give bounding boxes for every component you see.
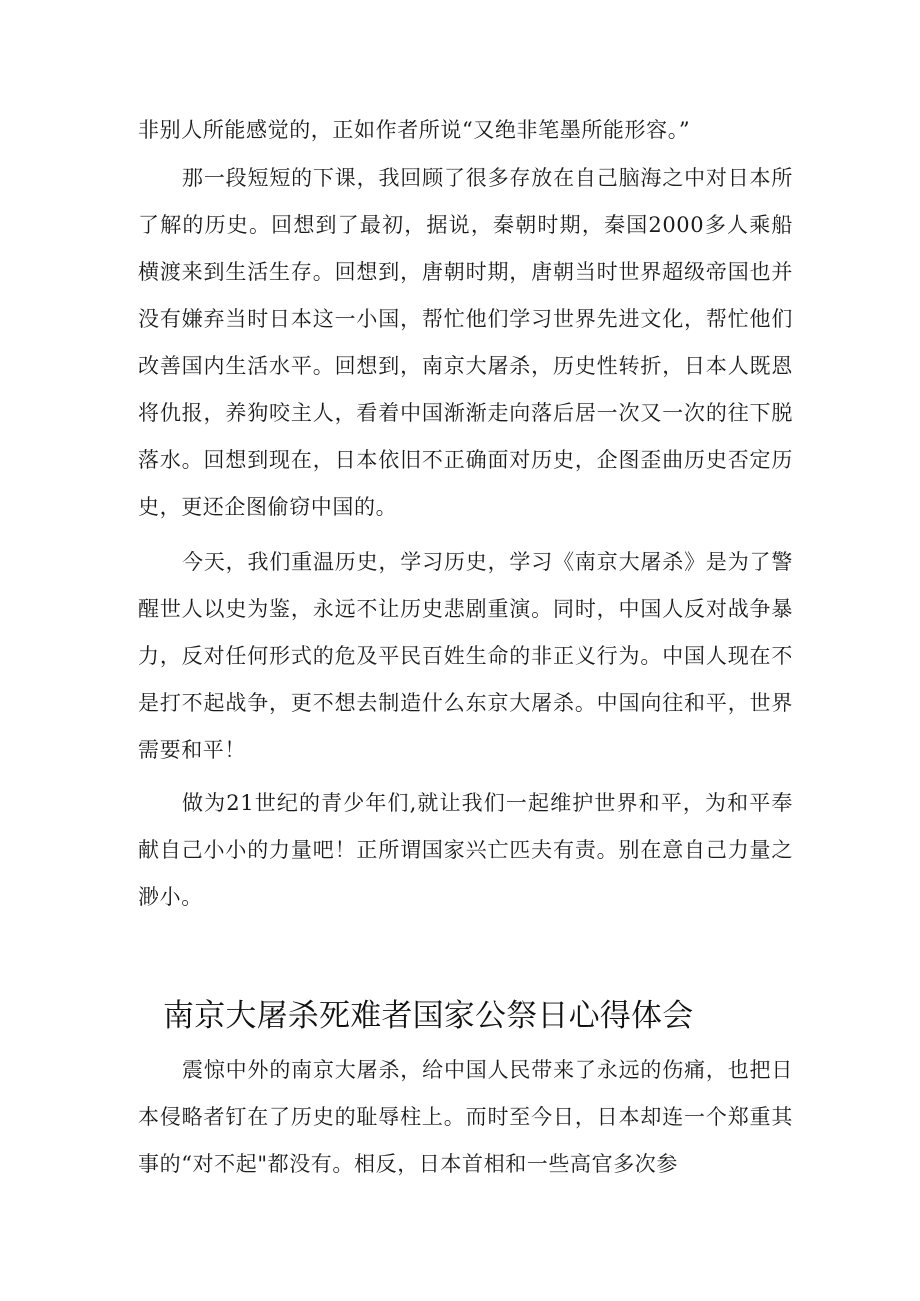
paragraph-youth-call: 做为21世纪的青少年们,就让我们一起维护世界和平，为和平奉献自己小小的力量吧！正所谓国家兴亡匹夫有责。别在意自己力量之渺小。 [138, 791, 793, 909]
paragraph-lessons-of-history: 今天，我们重温历史，学习历史，学习《南京大屠杀》是为了警醒世人以史为鉴，永远不让历史悲剧重演。同时，中国人反对战争暴力，反对任何形式的危及平民百姓生命的非正义行为。中国人现在不是打不起战争，更不想去制造什么东京大屠杀。中国向往和平，世界需要和平！ [138, 550, 793, 762]
paragraph-history-recollection: 那一段短短的下课，我回顾了很多存放在自己脑海之中对日本所了解的历史。回想到了最初，据说，秦朝时期，秦国2000多人乘船横渡来到生活生存。回想到，唐朝时期，唐朝当时世界超级帝国也并没有嫌弃当时日本这一小国，帮忙他们学习世界先进文化，帮忙他们改善国内生活水平。回想到，南京大屠杀，历史性转折，日本人既恩将仇报，养狗咬主人，看着中国渐渐走向落后居一次又一次的往下脱落水。回想到现在，日本依旧不正确面对历史，企图歪曲历史否定历史，更还企图偷窃中国的。 [138, 166, 793, 519]
section-paragraph: 震惊中外的南京大屠杀，给中国人民带来了永远的伤痛，也把日本侵略者钉在了历史的耻辱柱上。而时至今日，日本却连一个郑重其事的“对不起"都没有。相反，日本首相和一些高官多次参 [138, 1058, 793, 1176]
section-title: 南京大屠杀死难者国家公祭日心得体会 [163, 998, 694, 1034]
paragraph-continuation: 非别人所能感觉的，正如作者所说“又绝非笔墨所能形容。” [138, 118, 691, 142]
